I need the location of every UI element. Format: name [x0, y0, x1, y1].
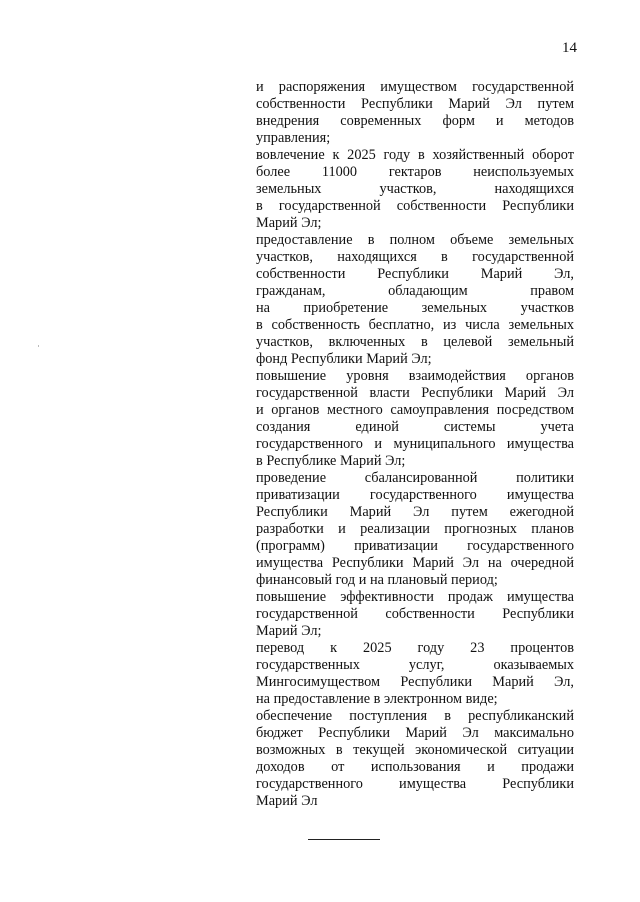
- text-line: в Республике Марий Эл;: [256, 453, 406, 469]
- text-line: государственных услуг, оказываемых: [256, 657, 574, 673]
- paragraph-cooperation: [256, 368, 574, 470]
- text-line: более 11000 гектаров неиспользуемых: [256, 164, 574, 180]
- paragraph-privatization: [256, 470, 574, 589]
- text-line: перевод к 2025 году 23 процентов: [256, 640, 574, 656]
- text-line: в государственной собственности Республики: [256, 198, 574, 214]
- text-line: возможных в текущей экономической ситуации: [256, 742, 574, 758]
- text-line: и распоряжения имуществом государственной: [256, 79, 574, 95]
- end-of-text-rule: [308, 839, 380, 840]
- paragraph-land-involvement: [256, 147, 574, 232]
- text-line: государственной власти Республики Марий Эл: [256, 385, 574, 401]
- text-line: повышение эффективности продаж имущества: [256, 589, 574, 605]
- text-line: приватизации государственного имущества: [256, 487, 574, 503]
- text-line: собственности Республики Марий Эл путем: [256, 96, 574, 112]
- paragraph-budget-revenue: [256, 708, 574, 810]
- text-line: имущества Республики Марий Эл на очередной: [256, 555, 574, 571]
- text-line: Марий Эл: [256, 793, 318, 809]
- text-line: бюджет Республики Марий Эл максимально: [256, 725, 574, 741]
- text-line: разработки и реализации прогнозных планов: [256, 521, 574, 537]
- paragraph-sales-efficiency: [256, 589, 574, 640]
- text-line: гражданам, обладающим правом: [256, 283, 574, 299]
- text-line: на приобретение земельных участков: [256, 300, 574, 316]
- text-line: участков, находящихся в государственной: [256, 249, 574, 265]
- page-number: 14: [562, 40, 577, 56]
- paragraph-management-methods: [256, 79, 574, 147]
- text-line: Мингосимуществом Республики Марий Эл,: [256, 674, 574, 690]
- body-text: [256, 79, 574, 810]
- text-line: фонд Республики Марий Эл;: [256, 351, 432, 367]
- text-line: управления;: [256, 130, 331, 146]
- text-line: финансовый год и на плановый период;: [256, 572, 498, 588]
- text-line: участков, включенных в целевой земельный: [256, 334, 574, 350]
- text-line: в собственность бесплатно, из числа земельных: [256, 317, 574, 333]
- scan-speck: [38, 345, 39, 347]
- text-line: Марий Эл;: [256, 215, 322, 231]
- text-line: создания единой системы учета: [256, 419, 574, 435]
- text-line: (программ) приватизации государственного: [256, 538, 574, 554]
- text-line: Республики Марий Эл путем ежегодной: [256, 504, 574, 520]
- text-line: земельных участков, находящихся: [256, 181, 574, 197]
- paragraph-land-provision: [256, 232, 574, 368]
- text-line: повышение уровня взаимодействия органов: [256, 368, 574, 384]
- text-line: и органов местного самоуправления посредством: [256, 402, 574, 418]
- paragraph-electronic-services: [256, 640, 574, 708]
- text-line: государственной собственности Республики: [256, 606, 574, 622]
- text-line: Марий Эл;: [256, 623, 322, 639]
- text-line: обеспечение поступления в республиканский: [256, 708, 574, 724]
- text-line: государственного и муниципального имущества: [256, 436, 574, 452]
- text-line: внедрения современных форм и методов: [256, 113, 574, 129]
- text-line: проведение сбалансированной политики: [256, 470, 574, 486]
- text-line: на предоставление в электронном виде;: [256, 691, 498, 707]
- text-line: предоставление в полном объеме земельных: [256, 232, 574, 248]
- text-line: вовлечение к 2025 году в хозяйственный оборот: [256, 147, 574, 163]
- text-line: собственности Республики Марий Эл,: [256, 266, 574, 282]
- text-line: государственного имущества Республики: [256, 776, 574, 792]
- text-line: доходов от использования и продажи: [256, 759, 574, 775]
